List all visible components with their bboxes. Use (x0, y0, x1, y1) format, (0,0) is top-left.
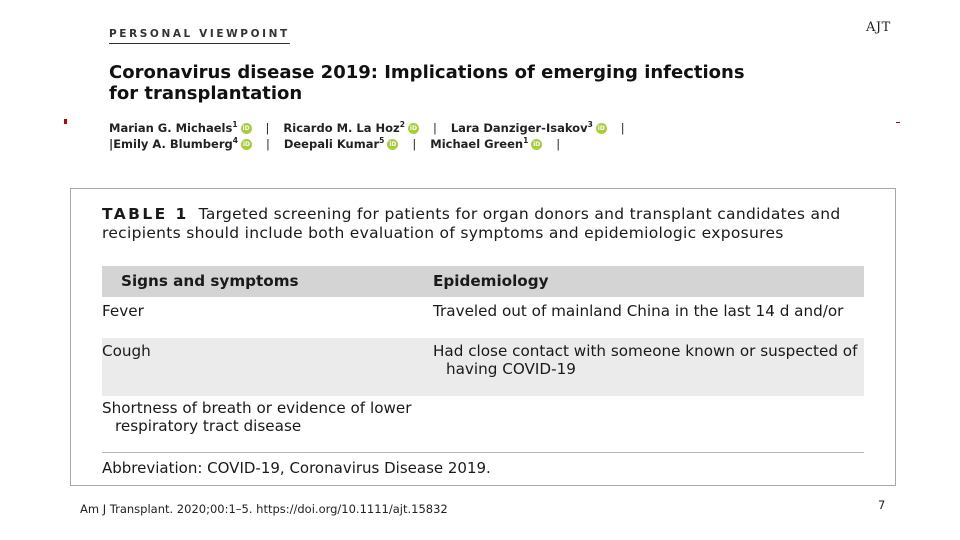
orcid-icon[interactable]: iD (597, 125, 605, 132)
author-line-2 (109, 136, 909, 152)
orcid-icon[interactable]: iD (242, 125, 250, 132)
article-title (109, 62, 909, 104)
author: Ricardo M. La Hoz$^2$ iD (283, 120, 417, 135)
table-caption-text: Targeted screening for patients for organ donors and transplant candidates and recipients should include both evaluation of symptoms and epidemiologic exposures (102, 205, 841, 242)
author-separator: | (265, 121, 270, 135)
red-marker-left (64, 119, 67, 124)
screening-table (102, 266, 864, 454)
cell-epidemiology: Traveled out of mainland China in the last 14 d and/or (433, 302, 844, 320)
orcid-icon[interactable]: iD (409, 125, 417, 132)
page-number: 7 (878, 498, 886, 512)
cell-epidemiology (433, 400, 864, 454)
cell-signs: Cough (102, 342, 151, 360)
table-image-frame (70, 188, 896, 486)
citation-link[interactable]: Am J Transplant. 2020;00:1–5. https://doi.org/10.1111/ajt.15832 (80, 502, 448, 516)
author: |Emily A. Blumberg$^4$ iD (109, 136, 250, 151)
column-header-signs: Signs and symptoms (121, 271, 299, 290)
orcid-icon[interactable]: iD (533, 141, 541, 148)
title-line-1: Coronavirus disease 2019: Implications of emerging infections (109, 62, 745, 83)
cell-signs: Shortness of breath or evidence of lower respiratory tract disease (102, 399, 412, 435)
table-caption (102, 205, 872, 242)
orcid-icon[interactable]: iD (389, 141, 397, 148)
orcid-icon[interactable]: iD (242, 141, 250, 148)
author-separator: | (412, 137, 417, 151)
author: Deepali Kumar$^5$ iD (283, 136, 397, 151)
journal-logo: AJT (866, 20, 891, 35)
author-separator: | (620, 121, 625, 135)
title-line-2: for transplantation (109, 83, 303, 104)
cell-epidemiology: Had close contact with someone known or suspected of having COVID-19 (433, 342, 858, 378)
author: Lara Danziger-Isakov$^3$ iD (450, 120, 605, 135)
author-list (109, 120, 909, 152)
table-row (102, 338, 864, 396)
table-footnote: Abbreviation: COVID-19, Coronavirus Disease 2019. (102, 452, 864, 477)
author: Marian G. Michaels$^1$ iD (109, 120, 250, 135)
author-line-1 (109, 120, 909, 136)
author-separator: | (432, 121, 437, 135)
table-label: TABLE 1 (102, 205, 189, 223)
author-separator: | (556, 137, 561, 151)
column-header-epidemiology: Epidemiology (433, 271, 549, 290)
table-row (102, 297, 864, 338)
cell-signs: Fever (102, 302, 144, 320)
author: Michael Green$^1$ iD (430, 136, 541, 151)
table-row (102, 396, 864, 454)
author-separator: | (265, 137, 270, 151)
section-label: PERSONAL VIEWPOINT (109, 28, 290, 44)
table-header-row (102, 266, 864, 297)
